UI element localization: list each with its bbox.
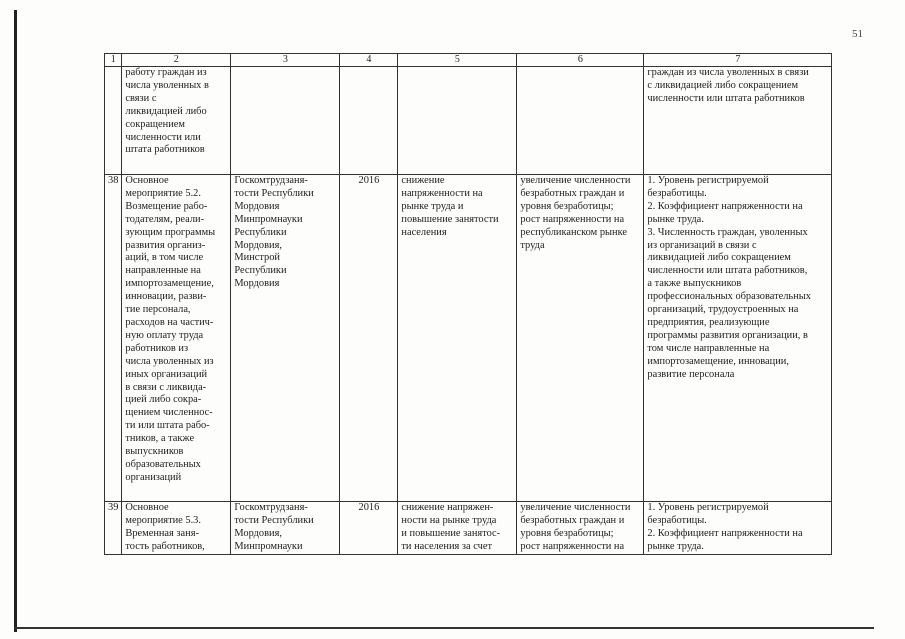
header-cell: 5 [398, 54, 517, 67]
page-left-border [14, 10, 17, 632]
executor-cell: Госкомтрудзаня- тости Республики Мордовия Минпромнауки Республики Мордовия, Минстрой Республики Мордовия [231, 175, 340, 502]
header-cell: 7 [644, 54, 832, 67]
task-cell [398, 67, 517, 175]
program-activities-table [104, 53, 832, 555]
year-cell: 2016 [340, 175, 398, 502]
page-number: 51 [852, 28, 863, 40]
header-cell: 6 [517, 54, 644, 67]
row-number [105, 67, 122, 175]
row-number: 38 [105, 175, 122, 502]
indicator-cell: граждан из числа уволенных в связи с ликвидацией либо сокращением численности или штата работников [644, 67, 832, 175]
table-row [105, 67, 832, 175]
result-cell: увеличение численности безработных граждан и уровня безработицы; рост напряженности на [517, 502, 644, 555]
year-cell [340, 67, 398, 175]
table-row [105, 502, 832, 555]
page-bottom-border [14, 627, 874, 629]
activity-cell: работу граждан из числа уволенных в связи с ликвидацией либо сокращением численности или штата работников [122, 67, 231, 175]
activity-cell: Основное мероприятие 5.2. Возмещение рабо- тодателям, реали- зующим программы развития организ- аций, в том числе направленные на импортозамещение, инновации, разви- тие персонала, расходов на частич- ную оплату труда работников из числа уволенных из иных организаций в связи с ликвида- цией либо сокра- щением численнос- ти или штата рабо- тников, а также выпускников образовательных организаций [122, 175, 231, 502]
header-cell: 1 [105, 54, 122, 67]
header-cell: 2 [122, 54, 231, 67]
row-number: 39 [105, 502, 122, 555]
table-header-row [105, 54, 832, 67]
result-cell [517, 67, 644, 175]
executor-cell: Госкомтрудзаня- тости Республики Мордовия, Минпромнауки [231, 502, 340, 555]
task-cell: снижение напряжен- ности на рынке труда и повышение занятос- ти населения за счет [398, 502, 517, 555]
task-cell: снижение напряженности на рынке труда и повышение занятости населения [398, 175, 517, 502]
activity-cell: Основное мероприятие 5.3. Временная заня- тость работников, [122, 502, 231, 555]
indicator-cell: 1. Уровень регистрируемой безработицы. 2. Коэффициент напряженности на рынке труда. 3. Численность граждан, уволенных из организаций в связи с ликвидацией либо сокращением численности или штата работников, а также выпускников профессиональных образовательных организаций, трудоустроенных на предприятия, реализующие программы развития организации, в том числе направленные на импортозамещение, инновации, развитие персонала [644, 175, 832, 502]
executor-cell [231, 67, 340, 175]
year-cell: 2016 [340, 502, 398, 555]
result-cell: увеличение численности безработных граждан и уровня безработицы; рост напряженности на республиканском рынке труда [517, 175, 644, 502]
table-row [105, 175, 832, 502]
header-cell: 4 [340, 54, 398, 67]
header-cell: 3 [231, 54, 340, 67]
indicator-cell: 1. Уровень регистрируемой безработицы. 2. Коэффициент напряженности на рынке труда. [644, 502, 832, 555]
